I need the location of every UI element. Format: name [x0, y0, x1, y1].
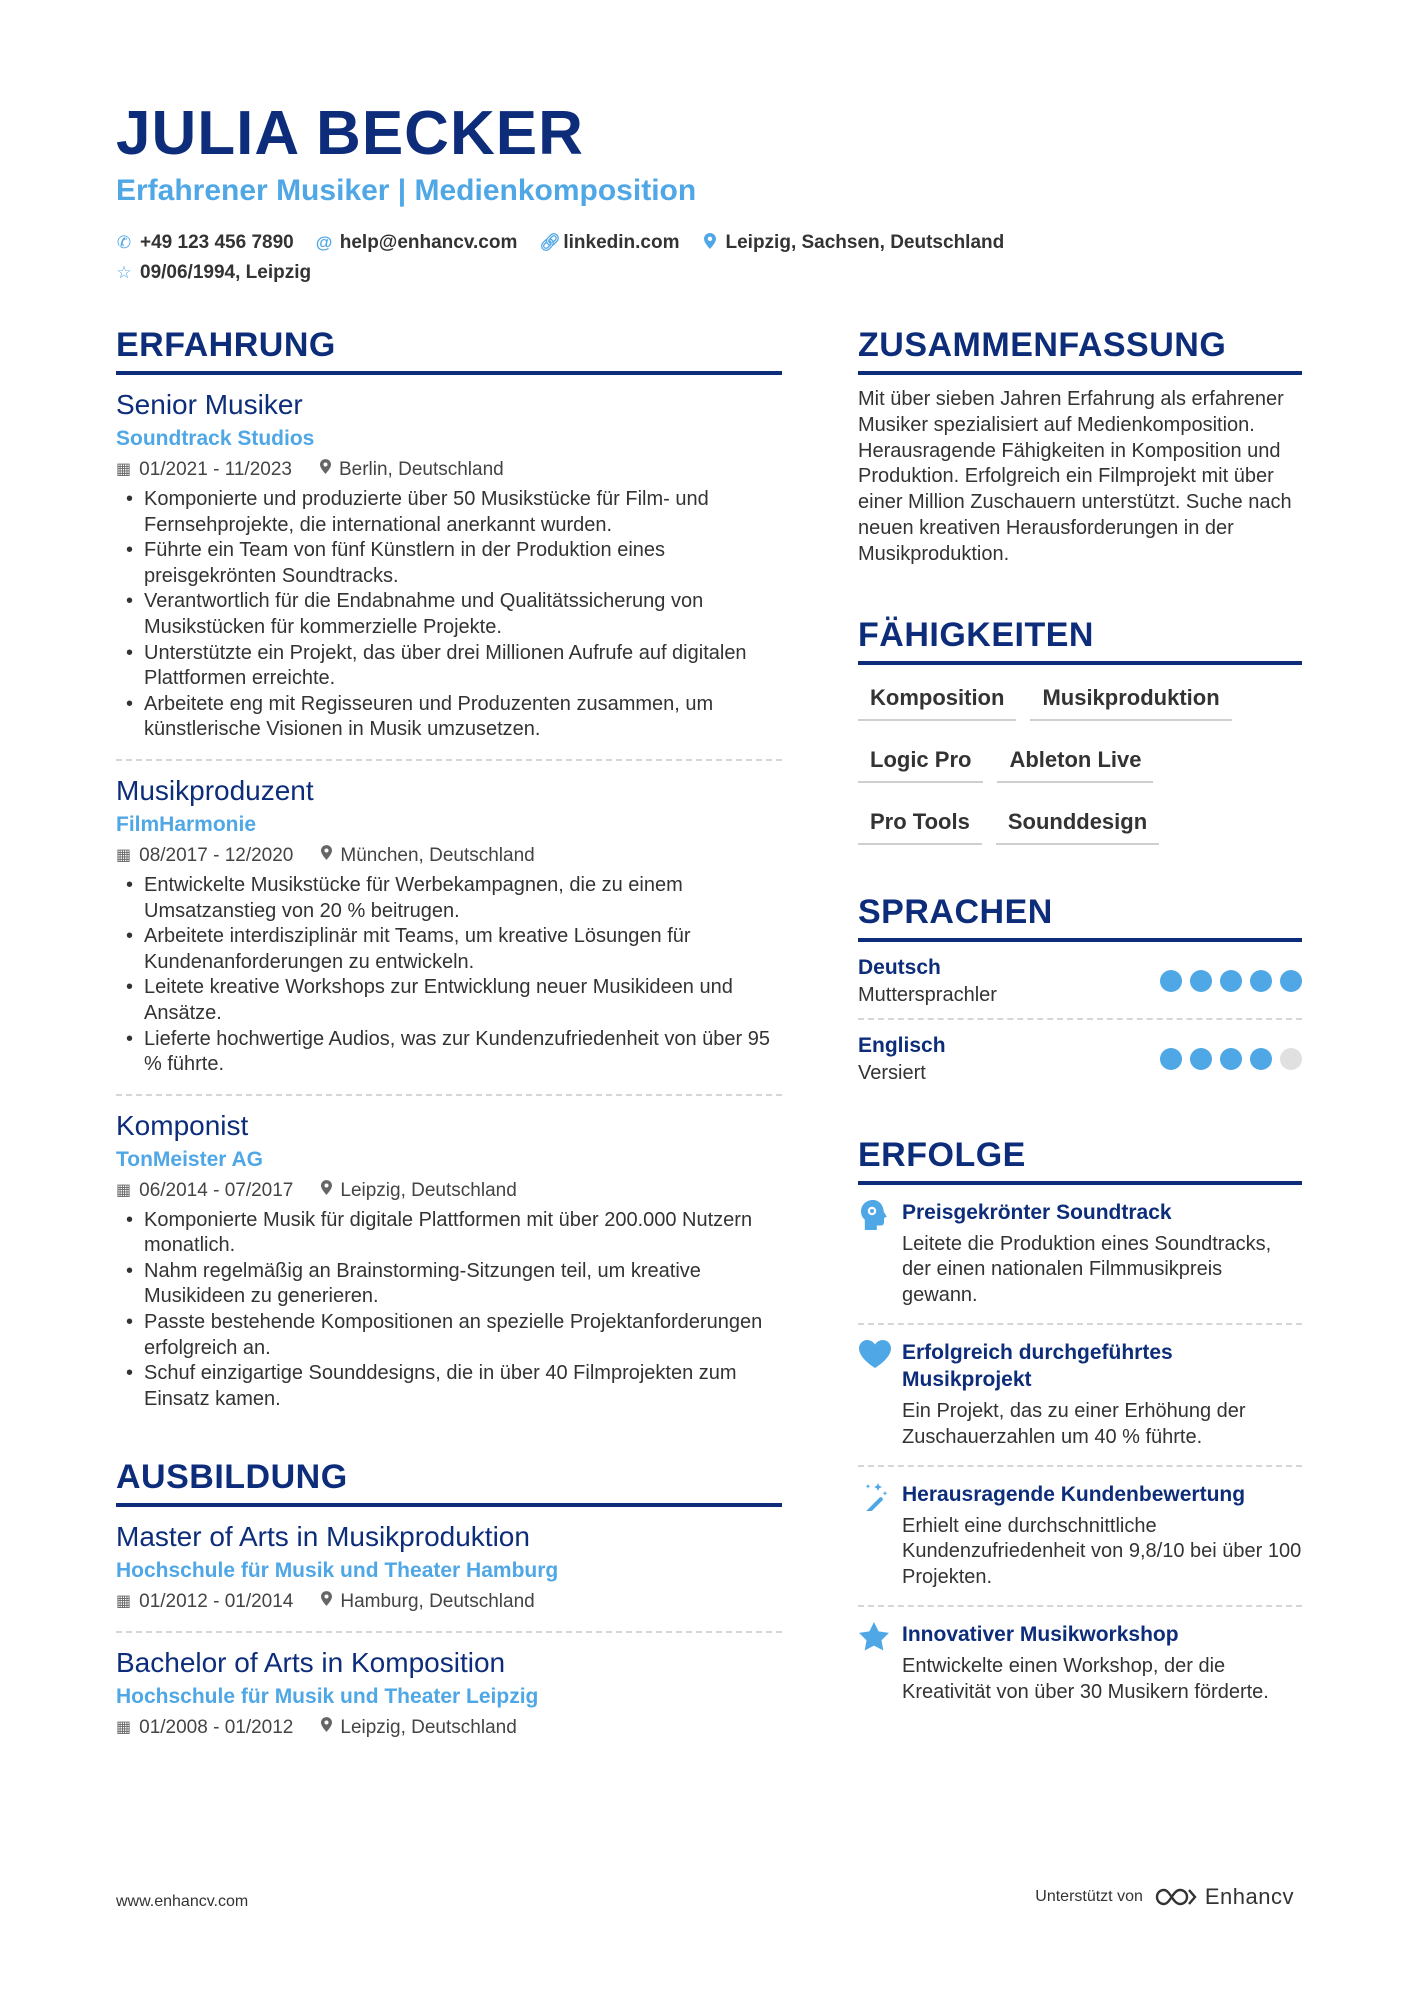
achievement-entry [858, 1465, 1302, 1605]
job-meta [116, 1176, 782, 1206]
job-meta [116, 841, 782, 871]
achievement-entry [858, 1185, 1302, 1323]
skills-heading: FÄHIGKEITEN [858, 616, 1302, 665]
location-icon [321, 841, 332, 871]
rating-dot [1220, 1048, 1242, 1070]
skill-tag: Sounddesign [996, 799, 1159, 845]
bullet-item: • Lieferte hochwertige Audios, was zur Kundenzufriedenheit von über 95 % führte. [116, 1027, 782, 1078]
job-entry [116, 375, 782, 753]
achievement-title: Herausragende Kundenbewertung [902, 1482, 1246, 1506]
contact-linkedin[interactable]: 🔗︎ linkedin.com [539, 232, 680, 253]
footer-branding [1035, 1884, 1294, 1910]
right-column [858, 326, 1302, 1720]
rating-dot [1280, 1048, 1302, 1070]
language-name: Englisch [858, 1033, 946, 1057]
calendar-icon: ▦ [116, 1719, 132, 1737]
language-entry [858, 942, 1302, 1018]
job-dates: 01/2021 - 11/2023 [139, 459, 292, 480]
at-icon: @ [315, 233, 333, 252]
education-entry [116, 1507, 782, 1623]
job-title: Musikproduzent [116, 774, 314, 806]
job-bullets [116, 873, 782, 1078]
job-company: FilmHarmonie [116, 812, 257, 836]
rating-dot [1220, 970, 1242, 992]
language-rating [1152, 1048, 1302, 1070]
left-column [116, 326, 782, 1749]
language-level: Muttersprachler [858, 983, 997, 1006]
skill-tag: Pro Tools [858, 799, 982, 845]
bullet-item: • Nahm regelmäßig an Brainstorming-Sitzungen teil, um kreative Musikideen zu generieren. [116, 1259, 782, 1310]
bullet-item: • Komponierte und produzierte über 50 Musikstücke für Film- und Fernsehprojekte, die international anerkannt wurden. [116, 487, 782, 538]
achievement-desc: Erhielt eine durchschnittliche Kundenzufriedenheit von 9,8/10 bei über 100 Projekten. [902, 1514, 1302, 1589]
contact-location: Leipzig, Sachsen, Deutschland [702, 232, 1005, 254]
bullet-item: • Unterstützte ein Projekt, das über drei Millionen Aufrufe auf digitalen Plattformen erreichte. [116, 641, 782, 692]
magic-wand-icon [858, 1481, 902, 1591]
bullet-item: • Arbeitete interdisziplinär mit Teams, um kreative Lösungen für Kundenanforderungen zu entwickeln. [116, 924, 782, 975]
skill-tag: Komposition [858, 675, 1016, 721]
education-entry [116, 1631, 782, 1749]
language-rating [1152, 970, 1302, 992]
school-name: Hochschule für Musik und Theater Hamburg [116, 1559, 559, 1583]
achievement-entry [858, 1323, 1302, 1465]
education-location: Leipzig, Deutschland [340, 1717, 517, 1739]
skill-tag: Ableton Live [997, 737, 1153, 783]
job-location: München, Deutschland [340, 844, 535, 866]
location-icon [320, 455, 331, 485]
calendar-icon: ▦ [116, 1593, 132, 1611]
head-icon [858, 1199, 902, 1309]
powered-by-label: Unterstützt von [1035, 1888, 1143, 1905]
language-level: Versiert [858, 1061, 926, 1084]
skills-list [858, 675, 1302, 861]
bullet-item: • Schuf einzigartige Sounddesigns, die in über 40 Filmprojekten zum Einsatz kamen. [116, 1361, 782, 1412]
school-name: Hochschule für Musik und Theater Leipzig [116, 1685, 539, 1709]
education-meta [116, 1587, 782, 1617]
education-location: Hamburg, Deutschland [340, 1591, 535, 1613]
location-icon [702, 233, 718, 254]
achievement-desc: Ein Projekt, das zu einer Erhöhung der Zuschauerzahlen um 40 % führte. [902, 1399, 1246, 1448]
rating-dot [1190, 1048, 1212, 1070]
star-icon [858, 1621, 902, 1706]
candidate-name: JULIA BECKER [116, 99, 584, 168]
achievement-title: Preisgekrönter Soundtrack [902, 1200, 1172, 1224]
job-bullets [116, 487, 782, 743]
bullet-item: • Arbeitete eng mit Regisseuren und Produzenten zusammen, um künstlerische Visionen in Musik umzusetzen. [116, 692, 782, 743]
bullet-item: • Passte bestehende Kompositionen an spezielle Projektanforderungen erfolgreich an. [116, 1310, 782, 1361]
link-icon: 🔗︎ [539, 233, 561, 252]
job-title: Senior Musiker [116, 389, 303, 420]
job-meta [116, 455, 782, 485]
calendar-icon: ▦ [116, 1181, 132, 1199]
contact-birthdate: ☆ 09/06/1994, Leipzig [116, 262, 312, 283]
phone-icon: ✆ [116, 233, 132, 252]
job-title: Komponist [116, 1109, 249, 1141]
achievement-title: Innovativer Musikworkshop [902, 1622, 1179, 1646]
job-company: TonMeister AG [116, 1147, 264, 1171]
skill-tag: Logic Pro [858, 737, 983, 783]
achievement-desc: Leitete die Produktion eines Soundtracks, der einen nationalen Filmmusikpreis gewann. [902, 1232, 1272, 1307]
rating-dot [1280, 970, 1302, 992]
bullet-item: • Komponierte Musik für digitale Plattformen mit über 200.000 Nutzern monatlich. [116, 1208, 782, 1259]
job-dates: 06/2014 - 07/2017 [139, 1179, 294, 1201]
experience-heading: ERFAHRUNG [116, 326, 782, 375]
rating-dot [1250, 970, 1272, 992]
bullet-item: • Entwickelte Musikstücke für Werbekampagnen, die zu einem Umsatzanstieg von 20 % beitrugen. [116, 873, 782, 924]
calendar-icon: ▦ [116, 461, 132, 478]
job-entry [116, 759, 782, 1088]
job-entry [116, 1094, 782, 1423]
location-icon [321, 1713, 332, 1743]
enhancv-brand: Enhancv [1204, 1884, 1294, 1909]
language-name: Deutsch [858, 955, 941, 979]
job-dates: 08/2017 - 12/2020 [139, 844, 294, 866]
job-location: Leipzig, Deutschland [340, 1179, 517, 1201]
contact-phone: ✆ +49 123 456 7890 [116, 232, 294, 253]
achievement-entry [858, 1605, 1302, 1720]
summary-text: Mit über sieben Jahren Erfahrung als erfahrener Musiker spezialisiert auf Medienkomposition. Herausragende Fähigkeiten in Komposition und Produktion. Erfolgreich ein Filmprojekt mit über einer Million Zuschauern unterstützt. Suche nach neuen kreativen Herausforderungen in der Musikproduktion. [858, 388, 1292, 565]
contact-info [116, 228, 1316, 288]
bullet-item: • Leitete kreative Workshops zur Entwicklung neuer Musikideen und Ansätze. [116, 975, 782, 1026]
education-dates: 01/2008 - 01/2012 [139, 1717, 294, 1739]
achievement-desc: Entwickelte einen Workshop, der die Kreativität von über 30 Musikern förderte. [902, 1654, 1269, 1703]
language-entry [858, 1018, 1302, 1096]
achievement-title: Erfolgreich durchgeführtes Musikprojekt [902, 1340, 1173, 1391]
rating-dot [1160, 1048, 1182, 1070]
heart-icon [858, 1339, 902, 1451]
location-icon [321, 1176, 332, 1206]
skill-tag: Musikproduktion [1030, 675, 1231, 721]
languages-heading: SPRACHEN [858, 893, 1302, 942]
bullet-item: • Führte ein Team von fünf Künstlern in der Produktion eines preisgekrönten Soundtracks. [116, 538, 782, 589]
footer-website[interactable]: www.enhancv.com [116, 1893, 249, 1910]
bullet-item: • Verantwortlich für die Endabnahme und Qualitätssicherung von Musikstücken für kommerzielle Projekte. [116, 589, 782, 640]
achievements-heading: ERFOLGE [858, 1136, 1302, 1185]
candidate-title: Erfahrener Musiker | Medienkomposition [116, 174, 697, 207]
star-icon: ☆ [116, 263, 132, 282]
rating-dot [1160, 970, 1182, 992]
education-dates: 01/2012 - 01/2014 [139, 1591, 294, 1613]
location-icon [321, 1587, 332, 1617]
job-bullets [116, 1208, 782, 1413]
job-location: Berlin, Deutschland [338, 459, 504, 480]
enhancv-logo-icon [1153, 1885, 1197, 1909]
calendar-icon: ▦ [116, 846, 132, 864]
education-meta [116, 1713, 782, 1743]
education-heading: AUSBILDUNG [116, 1458, 782, 1507]
degree-title: Bachelor of Arts in Komposition [116, 1647, 506, 1679]
contact-email[interactable]: @ help@enhancv.com [315, 232, 518, 253]
rating-dot [1250, 1048, 1272, 1070]
degree-title: Master of Arts in Musikproduktion [116, 1521, 530, 1553]
summary-heading: ZUSAMMENFASSUNG [858, 326, 1302, 375]
rating-dot [1190, 970, 1212, 992]
job-company: Soundtrack Studios [116, 427, 315, 450]
